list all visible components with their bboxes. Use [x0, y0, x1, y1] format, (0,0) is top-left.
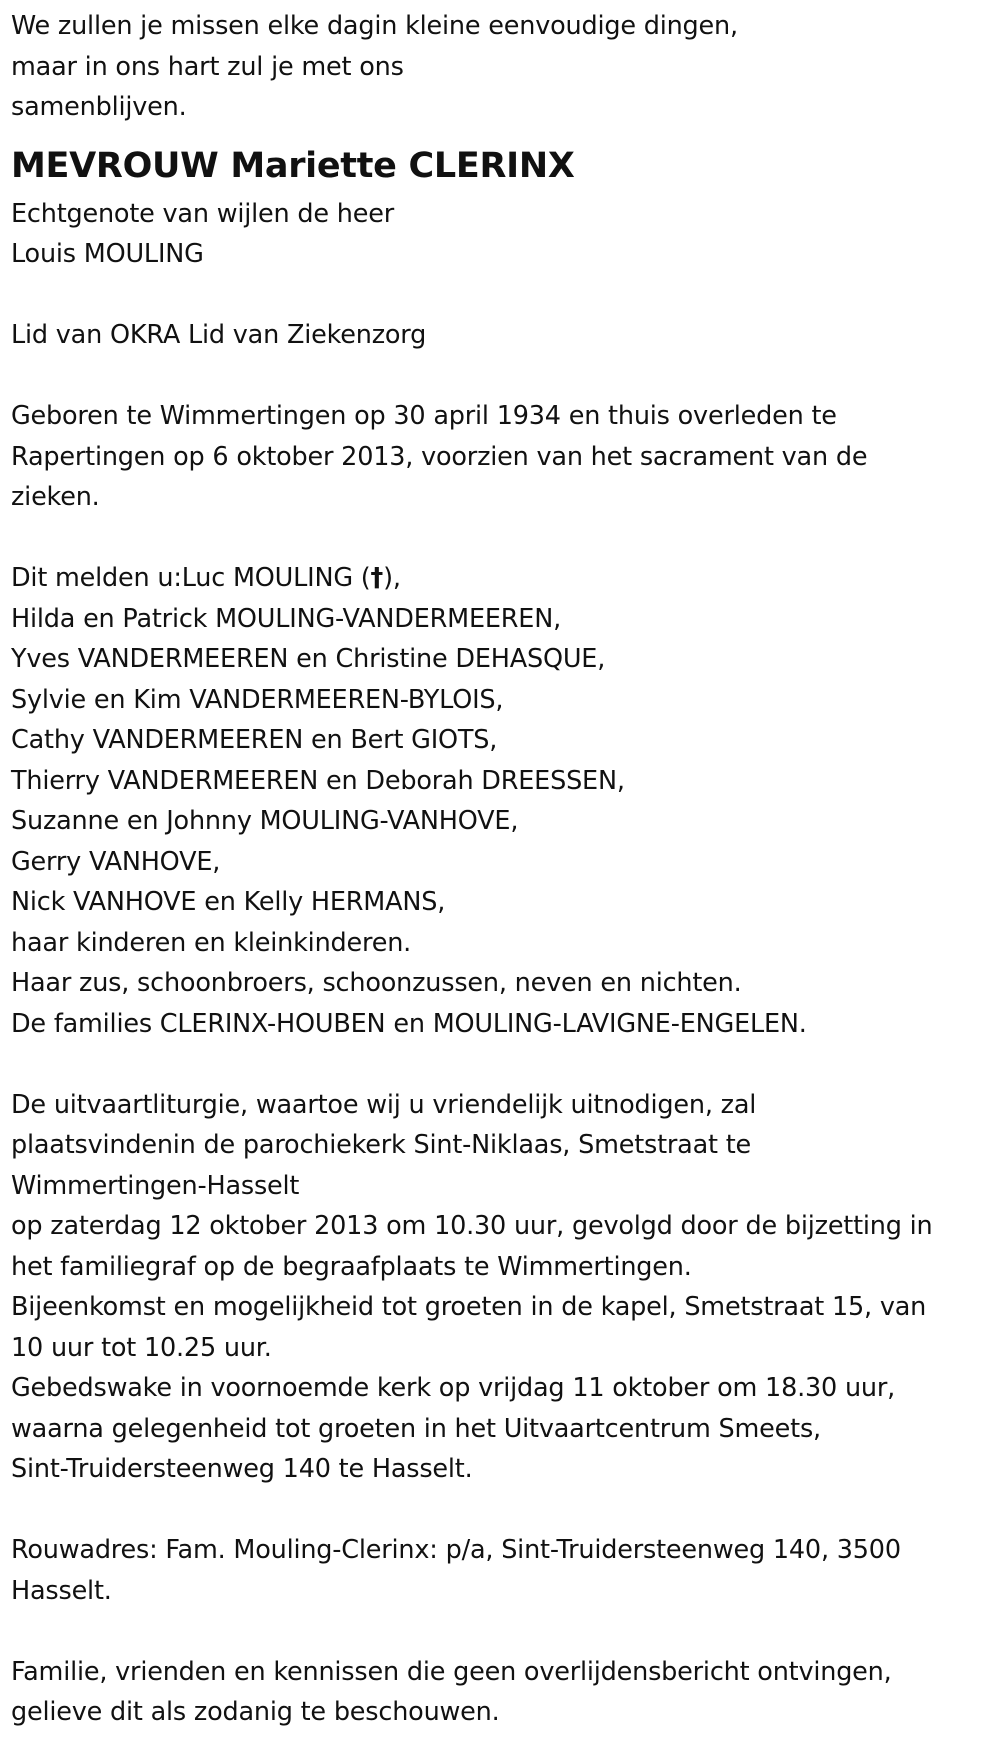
address-section: [11, 1530, 996, 1611]
spacer: [11, 356, 996, 397]
family-line: Thierry VANDERMEEREN en Deborah DREESSEN,: [11, 765, 625, 796]
poem-line: We zullen je missen elke dagin kleine eenvoudige dingen,: [11, 11, 738, 41]
funeral-line: 10 uur tot 10.25 uur.: [11, 1332, 272, 1363]
poem-line: samenblijven.: [11, 92, 187, 122]
family-line: Suzanne en Johnny MOULING-VANHOVE,: [11, 806, 519, 836]
birth-death-line: Geboren te Wimmertingen op 30 april 1934 en thuis overleden te: [11, 401, 837, 431]
family-line: Haar zus, schoonbroers, schoonzussen, neven en nichten.: [11, 968, 742, 998]
funeral-line: De uitvaartliturgie, waartoe wij u vriendelijk uitnodigen, zal: [11, 1089, 757, 1120]
funeral-line: het familiegraf op de begraafplaats te Wimmertingen.: [11, 1251, 692, 1282]
family-line: Hilda en Patrick MOULING-VANDERMEEREN,: [11, 603, 561, 634]
deceased-name-title: MEVROUW Mariette CLERINX: [11, 145, 575, 186]
birth-death-line: zieken.: [11, 482, 100, 512]
family-line: Gerry VANHOVE,: [11, 846, 221, 877]
funeral-line: plaatsvindenin de parochiekerk Sint-Niklaas, Smetstraat te: [11, 1130, 752, 1160]
family-line: Sylvie en Kim VANDERMEEREN-BYLOIS,: [11, 684, 504, 715]
funeral-line: Gebedswake in voornoemde kerk op vrijdag 11 oktober om 18.30 uur,: [11, 1373, 896, 1403]
closing-section: [11, 1652, 996, 1733]
closing-line: gelieve dit als zodanig te beschouwen.: [11, 1697, 500, 1727]
family-section: [11, 558, 996, 1044]
birth-death-line: Rapertingen op 6 oktober 2013, voorzien van het sacrament van de: [11, 441, 868, 472]
poem-section: [11, 6, 996, 128]
spouse-section: [11, 194, 996, 275]
family-first-line-prefix: Dit melden u:Luc MOULING (: [11, 563, 371, 593]
family-line: Nick VANHOVE en Kelly HERMANS,: [11, 887, 446, 917]
spouse-line: Echtgenote van wijlen de heer: [11, 198, 394, 229]
spacer: [11, 275, 996, 316]
spacer: [11, 518, 996, 559]
membership-line: Lid van OKRA Lid van Ziekenzorg: [11, 320, 427, 350]
funeral-line: op zaterdag 12 oktober 2013 om 10.30 uur, gevolgd door de bijzetting in: [11, 1211, 933, 1241]
family-first-line: [11, 558, 996, 599]
funeral-line: Sint-Truidersteenweg 140 te Hasselt.: [11, 1454, 473, 1484]
address-line: Rouwadres: Fam. Mouling-Clerinx: p/a, Sint-Truidersteenweg 140, 3500: [11, 1535, 901, 1565]
spacer: [11, 1490, 996, 1531]
family-line: Cathy VANDERMEEREN en Bert GIOTS,: [11, 725, 498, 755]
family-line: De families CLERINX-HOUBEN en MOULING-LAVIGNE-ENGELEN.: [11, 1008, 807, 1039]
family-line: haar kinderen en kleinkinderen.: [11, 927, 412, 958]
family-first-line-suffix: ),: [383, 563, 401, 593]
family-line: Yves VANDERMEEREN en Christine DEHASQUE,: [11, 644, 606, 674]
closing-line: Familie, vrienden en kennissen die geen overlijdensbericht ontvingen,: [11, 1656, 892, 1687]
funeral-section: [11, 1085, 996, 1490]
poem-line: maar in ons hart zul je met ons: [11, 51, 404, 82]
obituary-document: [11, 6, 996, 1733]
spacer: [11, 1611, 996, 1652]
address-line: Hasselt.: [11, 1575, 112, 1606]
funeral-line: Bijeenkomst en mogelijkheid tot groeten in de kapel, Smetstraat 15, van: [11, 1292, 927, 1322]
cross-icon: †: [370, 563, 384, 593]
spacer: [11, 1044, 996, 1085]
funeral-line: Wimmertingen-Hasselt: [11, 1170, 300, 1201]
spouse-line: Louis MOULING: [11, 239, 204, 269]
funeral-line: waarna gelegenheid tot groeten in het Uitvaartcentrum Smeets,: [11, 1413, 821, 1444]
birth-death-section: [11, 396, 996, 518]
